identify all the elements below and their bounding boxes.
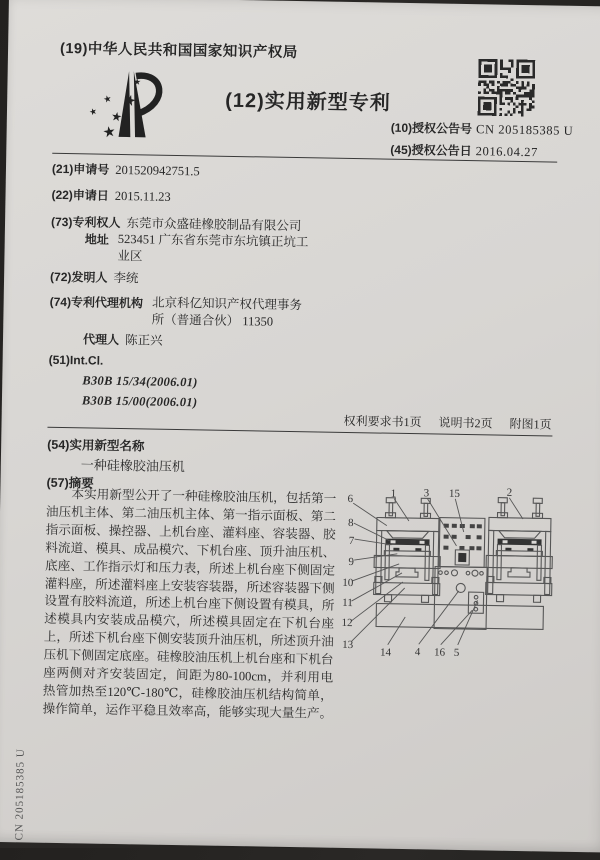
address-label: 地址 bbox=[84, 232, 109, 247]
callout-14: 14 bbox=[379, 646, 392, 659]
agent-value: 陈正兴 bbox=[124, 333, 163, 348]
issuing-office: (19)中华人民共和国国家知识产权局 bbox=[59, 40, 298, 62]
agency-value: 北京科亿知识产权代理事务所（普通合伙） 11350 bbox=[151, 295, 303, 329]
pub-date-label: (45)授权公告日 bbox=[390, 142, 472, 159]
patentee-value: 东莞市众盛硅橡胶制品有限公司 bbox=[126, 216, 302, 234]
address-value: 523451 广东省东莞市东坑镇正坑工业区 bbox=[117, 231, 309, 264]
callout-3: 3 bbox=[423, 487, 430, 500]
inventor-row bbox=[50, 267, 139, 287]
pub-no-value: CN 205185385 U bbox=[475, 122, 574, 138]
sipo-logo-icon bbox=[68, 63, 169, 145]
callout-1: 1 bbox=[390, 487, 397, 500]
patentee-label: (73)专利权人 bbox=[50, 214, 121, 230]
description-pages: 说明书2页 bbox=[438, 415, 493, 431]
callout-12: 12 bbox=[341, 616, 353, 630]
callout-11: 11 bbox=[342, 596, 353, 610]
callout-5: 5 bbox=[453, 646, 460, 659]
agency-row bbox=[49, 293, 310, 332]
intcl-row bbox=[49, 353, 104, 369]
pages-info bbox=[329, 412, 551, 433]
base-platform bbox=[376, 604, 543, 630]
callout-15: 15 bbox=[448, 487, 460, 500]
qr-code-icon bbox=[473, 56, 540, 119]
callout-13: 13 bbox=[342, 638, 354, 652]
drawings-pages: 附图1页 bbox=[509, 416, 552, 432]
callout-9: 9 bbox=[348, 556, 355, 569]
callout-10: 10 bbox=[342, 576, 354, 590]
intcl-item: B30B 15/00(2006.01) bbox=[81, 393, 198, 410]
app-no-value: 201520942751.5 bbox=[115, 162, 200, 179]
callout-4: 4 bbox=[414, 646, 421, 659]
address-row bbox=[84, 230, 317, 268]
app-no-label: (21)申请号 bbox=[51, 161, 110, 177]
callout-7: 7 bbox=[348, 535, 355, 548]
intcl-item: B30B 15/34(2006.01) bbox=[82, 373, 198, 390]
left-press-machine bbox=[373, 497, 441, 602]
agent-label: 代理人 bbox=[82, 332, 120, 347]
invention-title: 一种硅橡胶油压机 bbox=[80, 457, 185, 475]
pub-date-value: 2016.04.27 bbox=[475, 144, 539, 160]
edge-publication-number: CN 205185385 U bbox=[13, 748, 27, 841]
doc-type-title: (12)实用新型专利 bbox=[225, 89, 391, 115]
callout-16: 16 bbox=[434, 646, 446, 659]
callout-6: 6 bbox=[347, 492, 354, 506]
title-section-label: (54)实用新型名称 bbox=[47, 437, 145, 454]
intcl-label: (51)Int.Cl. bbox=[48, 352, 104, 368]
pub-no-label: (10)授权公告号 bbox=[390, 120, 473, 137]
app-date-label: (22)申请日 bbox=[51, 187, 109, 203]
app-date-value: 2015.11.23 bbox=[114, 188, 171, 204]
patent-figure bbox=[327, 476, 580, 680]
application-date-row bbox=[51, 186, 170, 205]
agent-row bbox=[83, 329, 163, 348]
publication-number-row bbox=[391, 119, 574, 139]
claims-pages: 权利要求书1页 bbox=[343, 413, 422, 430]
publication-date-row bbox=[390, 141, 538, 161]
abstract-text: 本实用新型公开了一种硅橡胶油压机，包括第一油压机主体、第二油压机主体、第一指示面板、第二指示面板、操控器、上机台座、灌料座、容装器、胶料流道、模具、成品模穴、下机台座、顶升油压机、底座、工作指示灯和压力表，所述上机台座下侧固定灌料座，所述灌料座上安装容装器，所述容装器下侧设置有胶料流道，所述上机台座下侧设置有模具，所述模具内安装成品模穴，所述模具固定在下机台座上，所述下机台座下侧安装顶升油压机，所述顶升油压机下侧固定底座。硅橡胶油压机上机台座和下机台座两侧对齐安装固定，间距为80-100cm，并利用电热管加热至120℃-180℃，硅橡胶油压机结构简单，操作简单，运作平稳且效率高，能够实现大量生产。 bbox=[42, 487, 337, 721]
agency-label: (74)专利代理机构 bbox=[49, 294, 144, 311]
application-number-row bbox=[52, 160, 200, 180]
inventor-value: 李统 bbox=[113, 270, 139, 286]
callout-8: 8 bbox=[347, 516, 354, 530]
callout-2: 2 bbox=[506, 486, 513, 499]
abstract-label: (57)摘要 bbox=[46, 475, 94, 491]
inventor-label: (72)发明人 bbox=[49, 269, 108, 285]
